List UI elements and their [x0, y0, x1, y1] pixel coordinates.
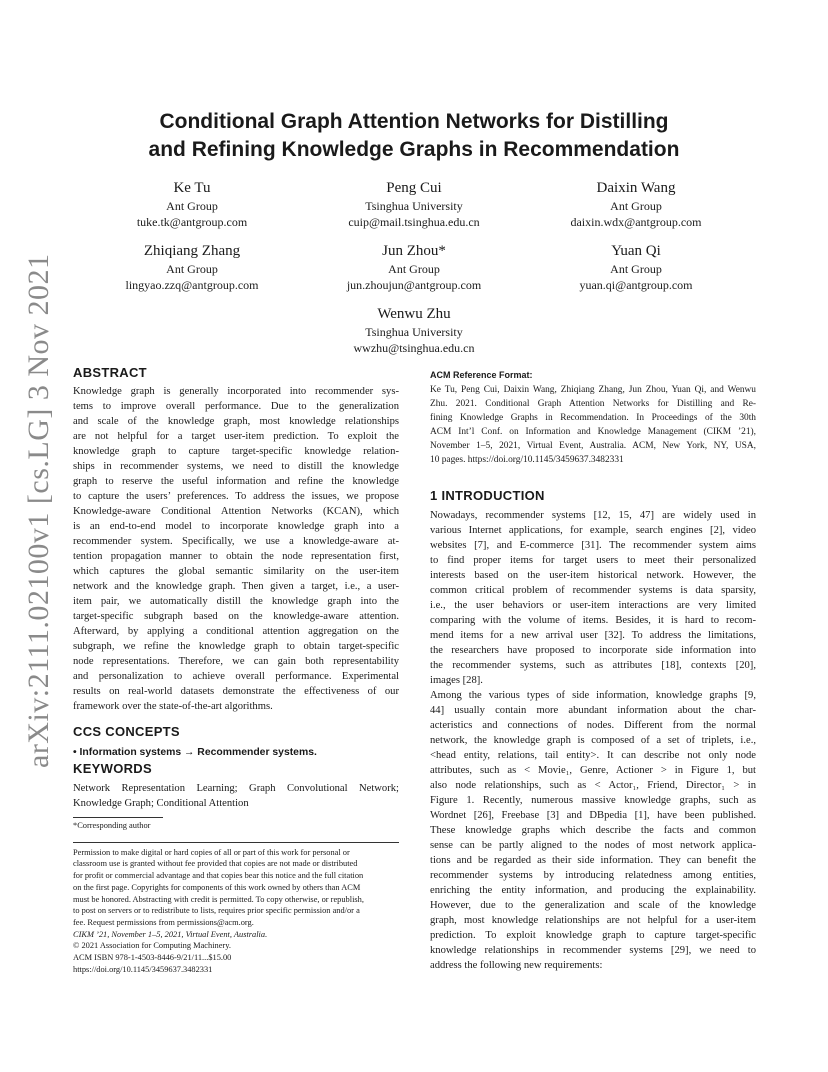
- intro-line: comparing with the volume of items. Besides, it is hard to recom-: [430, 615, 756, 626]
- author-email: tuke.tk@antgroup.com: [136, 215, 248, 229]
- author-name: Zhiqiang Zhang: [143, 243, 241, 259]
- paper-title: [74, 108, 754, 164]
- intro-line: 44] usually contain more abundant information about the char-: [430, 705, 756, 716]
- author-name: Peng Cui: [386, 180, 442, 196]
- intro-line: knowledge relationships in recommender systems [29], we need to: [430, 945, 756, 956]
- abstract-line: results on real-world datasets demonstrate the effectiveness of our: [73, 686, 399, 697]
- permission-line: Permission to make digital or hard copies of all or part of this work for personal or: [73, 847, 350, 857]
- intro-line: attributes, such as < Movie₁, Genre, Actioner > in Figure 1, but: [430, 765, 756, 776]
- arxiv-stamp: arXiv:2111.02100v1 [cs.LG] 3 Nov 2021: [22, 253, 55, 768]
- permission-line: must be honored. Abstracting with credit is permitted. To copy otherwise, or republish,: [73, 894, 364, 904]
- author-email: wwzhu@tsinghua.edu.cn: [353, 341, 475, 355]
- reference-line: 10 pages. https://doi.org/10.1145/3459637.3482331: [430, 455, 624, 465]
- title-line-1: Conditional Graph Attention Networks for Distilling: [159, 110, 669, 133]
- author-block: [299, 178, 529, 230]
- author-affiliation: Ant Group: [388, 262, 440, 276]
- author-name: Jun Zhou*: [382, 243, 446, 259]
- intro-line: address the following new requirements:: [430, 960, 603, 971]
- intro-line: the researchers have proposed to incorporate side information into: [430, 645, 756, 656]
- intro-line: <head entity, relations, tail entity>. It can describe not only node: [430, 750, 756, 761]
- permission-rule: [73, 842, 399, 843]
- intro-line: websites [7], and E-commerce [31]. The recommender system aims: [430, 540, 756, 551]
- permission-line: for profit or commercial advantage and that copies bear this notice and the full citation: [73, 871, 364, 881]
- author-email: jun.zhoujun@antgroup.com: [346, 278, 482, 292]
- author-block: [521, 241, 751, 293]
- keywords-heading: KEYWORDS: [73, 761, 152, 776]
- intro-body: [430, 508, 756, 973]
- abstract-line: which captures the global semantic similarity on the user-item: [73, 566, 399, 577]
- abstract-line: knowledge graph to capture target-specific knowledge relation-: [73, 446, 399, 457]
- intro-line: common critical problem of recommender systems is data sparsity,: [430, 585, 756, 596]
- intro-line: various Internet applications, for example, search engines [2], video: [430, 525, 756, 536]
- doi-link[interactable]: https://doi.org/10.1145/3459637.3482331: [73, 964, 213, 974]
- abstract-line: Afterward, by applying a conditional attention aggregation on the: [73, 626, 399, 637]
- abstract-line: ships in recommender systems, we need to distill the knowledge: [73, 461, 399, 472]
- footnote-rule: [73, 817, 163, 818]
- intro-line: tions and be regarded as their side information. They can benefit the: [430, 855, 756, 866]
- author-block: [77, 178, 307, 230]
- intro-line: images [28].: [430, 675, 483, 686]
- abstract-line: Knowledge graph is generally incorporated into recommender sys-: [73, 386, 399, 397]
- permission-line: classroom use is granted without fee provided that copies are not made or distributed: [73, 859, 358, 869]
- intro-line: to find proper items for target users to meet their personalized: [430, 555, 756, 566]
- right-column: [430, 369, 756, 973]
- author-email: lingyao.zzq@antgroup.com: [125, 278, 259, 292]
- keywords-body: [73, 781, 399, 811]
- abstract-line: recommender system. Specifically, we use a knowledge-aware at-: [73, 536, 399, 547]
- abstract-line: are not helpful for a target user-item prediction. To exploit the: [73, 431, 399, 442]
- intro-line: Among the various types of side information, knowledge graphs [9,: [430, 690, 756, 701]
- abstract-line: subgraph, we refine the knowledge graph to obtain target-specific: [73, 641, 399, 652]
- author-block: [299, 304, 529, 356]
- abstract-line: tention propagation manner to obtain the node representation first,: [73, 551, 399, 562]
- author-affiliation: Tsinghua University: [365, 325, 463, 339]
- reference-line: fining Knowledge Graphs in Recommendation. In Proceedings of the 30th: [430, 413, 756, 423]
- keywords-line: Network Representation Learning; Graph Convolutional Network;: [73, 783, 399, 794]
- abstract-line: graph to reserve the useful information and refine the knowledge: [73, 476, 399, 487]
- intro-heading: 1 INTRODUCTION: [430, 488, 545, 503]
- ccs-concept: • Information systems → Recommender systems.: [73, 747, 317, 758]
- author-affiliation: Tsinghua University: [365, 199, 463, 213]
- intro-line: Figure 1. Recently, numerous massive knowledge graphs, such as: [430, 795, 756, 806]
- abstract-line: to capture the users’ preferences. To address the issues, we propose: [73, 491, 399, 502]
- author-name: Yuan Qi: [611, 243, 661, 259]
- abstract-line: network and the knowledge graph. Then given a target, i.e., a user-: [73, 581, 399, 592]
- intro-line: prediction. To exploit knowledge graph to capture target-specific: [430, 930, 756, 941]
- author-block: [77, 241, 307, 293]
- intro-line: These knowledge graphs which describe the facts and common: [430, 825, 756, 836]
- intro-line: the recommender systems, such as attributes [18], contexts [20],: [430, 660, 756, 671]
- reference-line: ACM Int’l Conf. on Information and Knowledge Management (CIKM ’21),: [430, 427, 756, 437]
- author-affiliation: Ant Group: [610, 262, 662, 276]
- author-block: [299, 241, 529, 293]
- intro-line: sense can be partly aligned to the nodes of most network applica-: [430, 840, 756, 851]
- author-email: yuan.qi@antgroup.com: [579, 278, 693, 292]
- author-name: Wenwu Zhu: [377, 306, 451, 322]
- abstract-heading: ABSTRACT: [73, 365, 147, 380]
- keywords-line: Knowledge Graph; Conditional Attention: [73, 798, 249, 809]
- intro-line: Wordnet [26], Freebase [3] and DBpedia [1], have been published.: [430, 810, 756, 821]
- intro-line: network, the knowledge graph is composed of a set of triplets, i.e.,: [430, 735, 756, 746]
- isbn-line: ACM ISBN 978-1-4503-8446-9/21/11...$15.00: [73, 953, 232, 963]
- title-line-2: and Refining Knowledge Graphs in Recommendation: [148, 138, 680, 161]
- intro-line: Nowadays, recommender systems [12, 15, 47] are widely used in: [430, 510, 756, 521]
- reference-line: November 1–5, 2021, Virtual Event, Australia. ACM, New York, NY, USA,: [430, 441, 756, 451]
- abstract-line: and personalization to achieve overall performance. Experimental: [73, 671, 399, 682]
- permission-line: on the first page. Copyrights for components of this work owned by others than ACM: [73, 882, 361, 892]
- abstract-line: Knowledge-aware Conditional Attention Networks (KCAN), which: [73, 506, 399, 517]
- reference-line: Zhu. 2021. Conditional Graph Attention Networks for Distilling and Re-: [430, 399, 756, 409]
- left-column: [73, 364, 399, 975]
- author-affiliation: Ant Group: [166, 262, 218, 276]
- permission-line: to post on servers or to redistribute to lists, requires prior specific permission and/or a: [73, 906, 360, 916]
- author-name: Daixin Wang: [596, 180, 676, 196]
- copyright-line: © 2021 Association for Computing Machinery.: [73, 941, 231, 951]
- intro-line: mend items for a new arrival user [32]. To address the limitations,: [430, 630, 756, 641]
- author-affiliation: Ant Group: [610, 199, 662, 213]
- abstract-line: item pair, we automatically distill the knowledge graph into the: [73, 596, 399, 607]
- author-email: cuip@mail.tsinghua.edu.cn: [348, 215, 480, 229]
- abstract-line: target-specific subgraph based on the knowledge-aware attention.: [73, 611, 399, 622]
- intro-line: recommender systems by introducing relatedness among entities,: [430, 870, 756, 881]
- acm-reference-heading: ACM Reference Format:: [430, 370, 533, 380]
- intro-line: interests based on the user-item historical network. However, the: [430, 570, 756, 581]
- permission-notice: [73, 847, 399, 929]
- author-name: Ke Tu: [173, 180, 211, 196]
- abstract-line: and scale of the knowledge graph, most knowledge relationships: [73, 416, 399, 427]
- reference-line: Ke Tu, Peng Cui, Daixin Wang, Zhiqiang Zhang, Jun Zhou, Yuan Qi, and Wenwu: [430, 385, 756, 395]
- intro-line: acteristics and connections of nodes. Different from the normal: [430, 720, 756, 731]
- abstract-line: is an end-to-end model to incorporate knowledge graph into a: [73, 521, 399, 532]
- abstract-line: tems to improve overall performance. Due to the generalization: [73, 401, 399, 412]
- intro-line: graph, most knowledge relationships are not helpful for a user-item: [430, 915, 756, 926]
- acm-reference-body: [430, 383, 756, 467]
- footnote: *Corresponding author: [73, 821, 151, 830]
- author-affiliation: Ant Group: [166, 199, 218, 213]
- intro-line: enriching the entity information, and producing the explainability.: [430, 885, 756, 896]
- venue-line: CIKM ’21, November 1–5, 2021, Virtual Event, Australia.: [73, 929, 268, 939]
- abstract-body: [73, 384, 399, 714]
- intro-line: However, due to the generalization and scale of the knowledge: [430, 900, 756, 911]
- author-email: daixin.wdx@antgroup.com: [570, 215, 702, 229]
- abstract-line: node representations. Therefore, we can gain both representability: [73, 656, 399, 667]
- author-block: [521, 178, 751, 230]
- intro-line: i.e., the user behaviors or user-item interactions are very limited: [430, 600, 756, 611]
- intro-line: also node relationships, such as < Actor₁, Friend, Director₁ > in: [430, 780, 756, 791]
- permission-line: fee. Request permissions from permissions@acm.org.: [73, 917, 254, 927]
- abstract-line: framework over the state-of-the-art algorithms.: [73, 701, 273, 712]
- ccs-heading: CCS CONCEPTS: [73, 724, 180, 739]
